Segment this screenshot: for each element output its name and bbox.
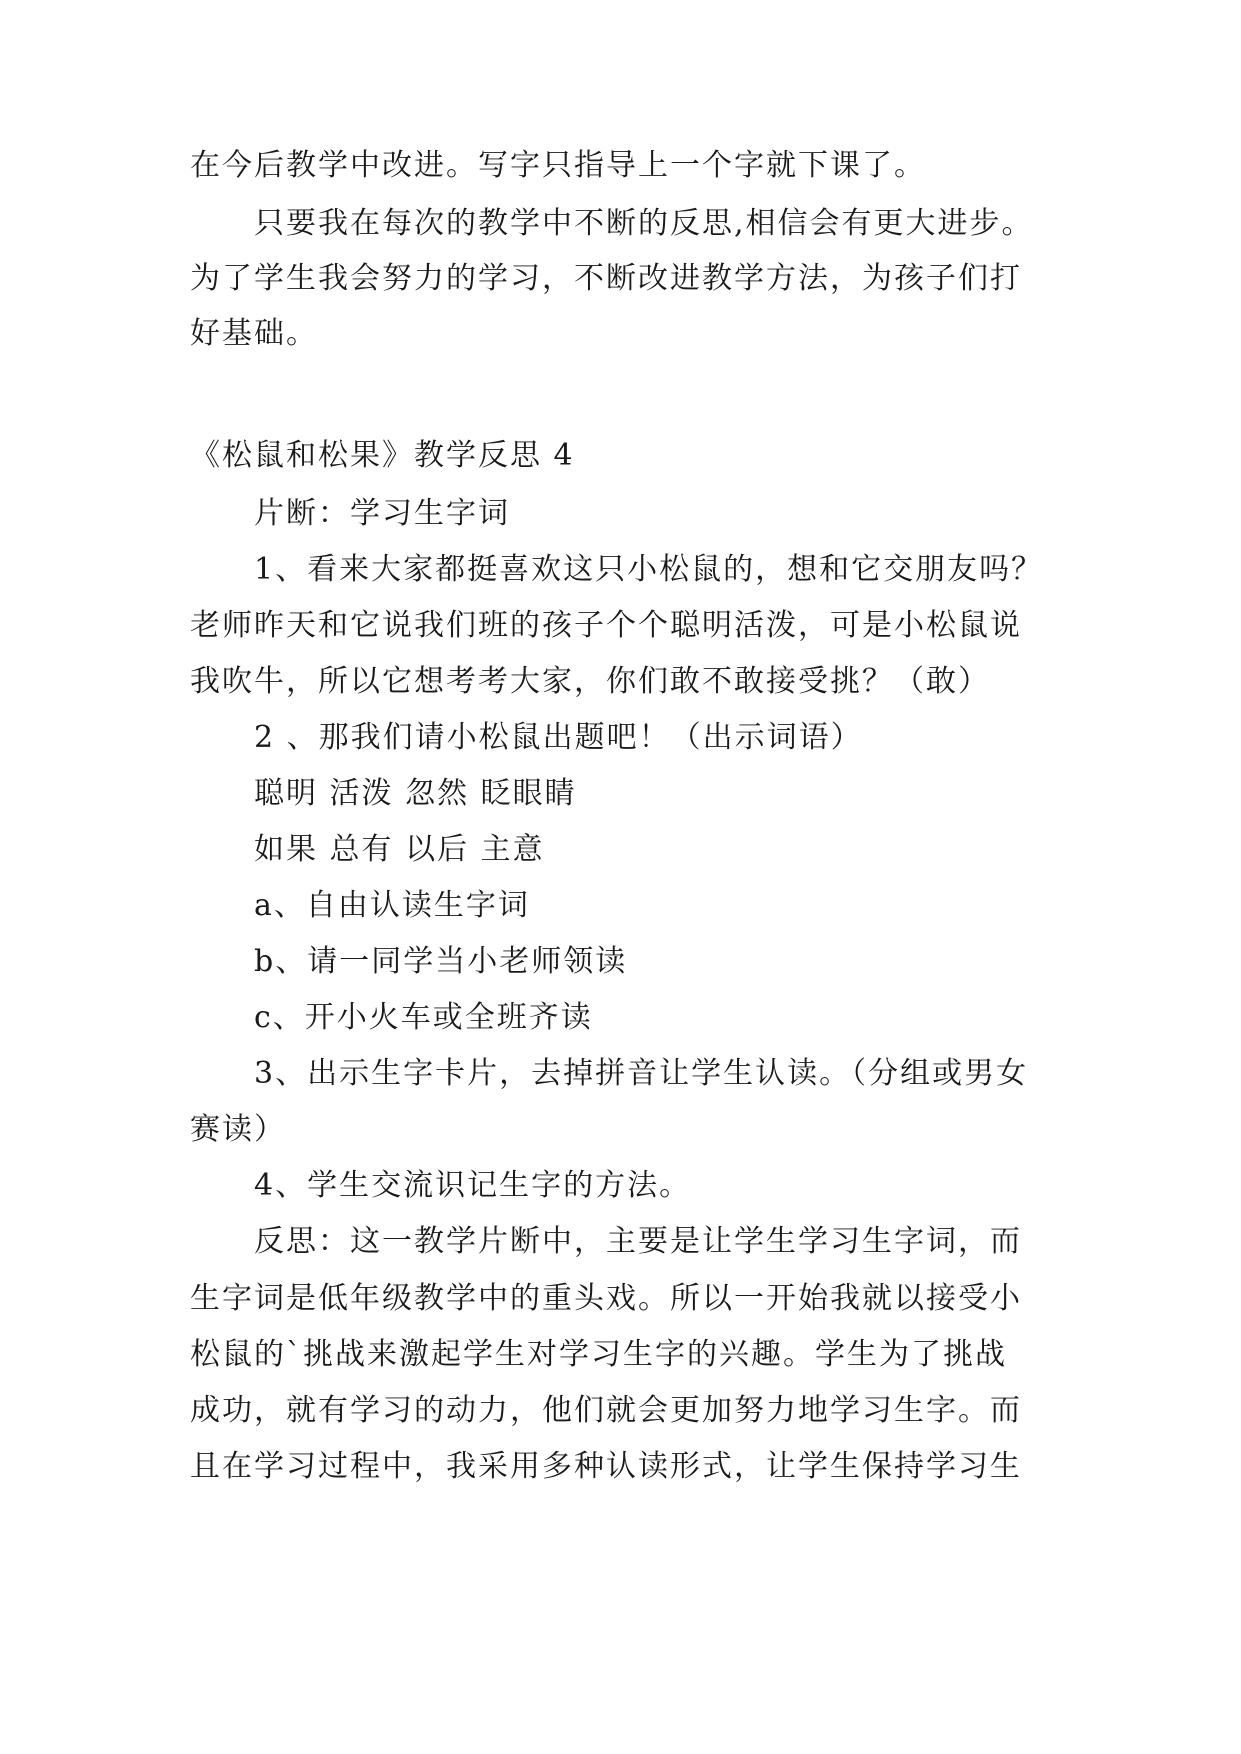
text-line: 2 、那我们请小松鼠出题吧！（出示词语） [254,720,863,755]
text-line: c、开小火车或全班齐读 [254,1000,593,1035]
text-line: 如果 总有 以后 主意 [254,832,545,867]
text-line: 反思：这一教学片断中，主要是让学生学习生字词，而 [254,1224,1022,1259]
text-line: 聪明 活泼 忽然 眨眼睛 [254,776,577,811]
text-line: 3、出示生字卡片，去掉拼音让学生认读。（分组或男女 [254,1056,1029,1091]
text-line: 片断：学习生字词 [254,496,510,531]
section-title: 《松鼠和松果》教学反思 4 [190,438,575,473]
text-line: 老师昨天和它说我们班的孩子个个聪明活泼，可是小松鼠说 [190,608,1022,643]
text-line: 为了学生我会努力的学习，不断改进教学方法，为孩子们打 [190,261,1022,296]
text-line: 成功，就有学习的动力，他们就会更加努力地学习生字。而 [190,1393,1022,1428]
text-line: 在今后教学中改进。写字只指导上一个字就下课了。 [190,148,926,183]
text-line: 赛读） [190,1112,286,1147]
text-line: 只要我在每次的教学中不断的反思,相信会有更大进步。 [254,206,1034,241]
text-line: 且在学习过程中，我采用多种认读形式，让学生保持学习生 [190,1449,1022,1484]
text-line: b、请一同学当小老师领读 [254,944,628,979]
text-line: a、自由认读生字词 [254,888,530,923]
text-line: 1、看来大家都挺喜欢这只小松鼠的，想和它交朋友吗？ [254,552,1044,587]
text-line: 生字词是低年级教学中的重头戏。所以一开始我就以接受小 [190,1281,1022,1316]
text-line: 好基础。 [190,316,318,351]
text-line: 我吹牛，所以它想考考大家，你们敢不敢接受挑？（敢） [190,664,990,699]
text-line: 松鼠的`挑战来激起学生对学习生字的兴趣。学生为了挑战 [190,1337,1007,1372]
text-line: 4、学生交流识记生字的方法。 [254,1168,692,1203]
